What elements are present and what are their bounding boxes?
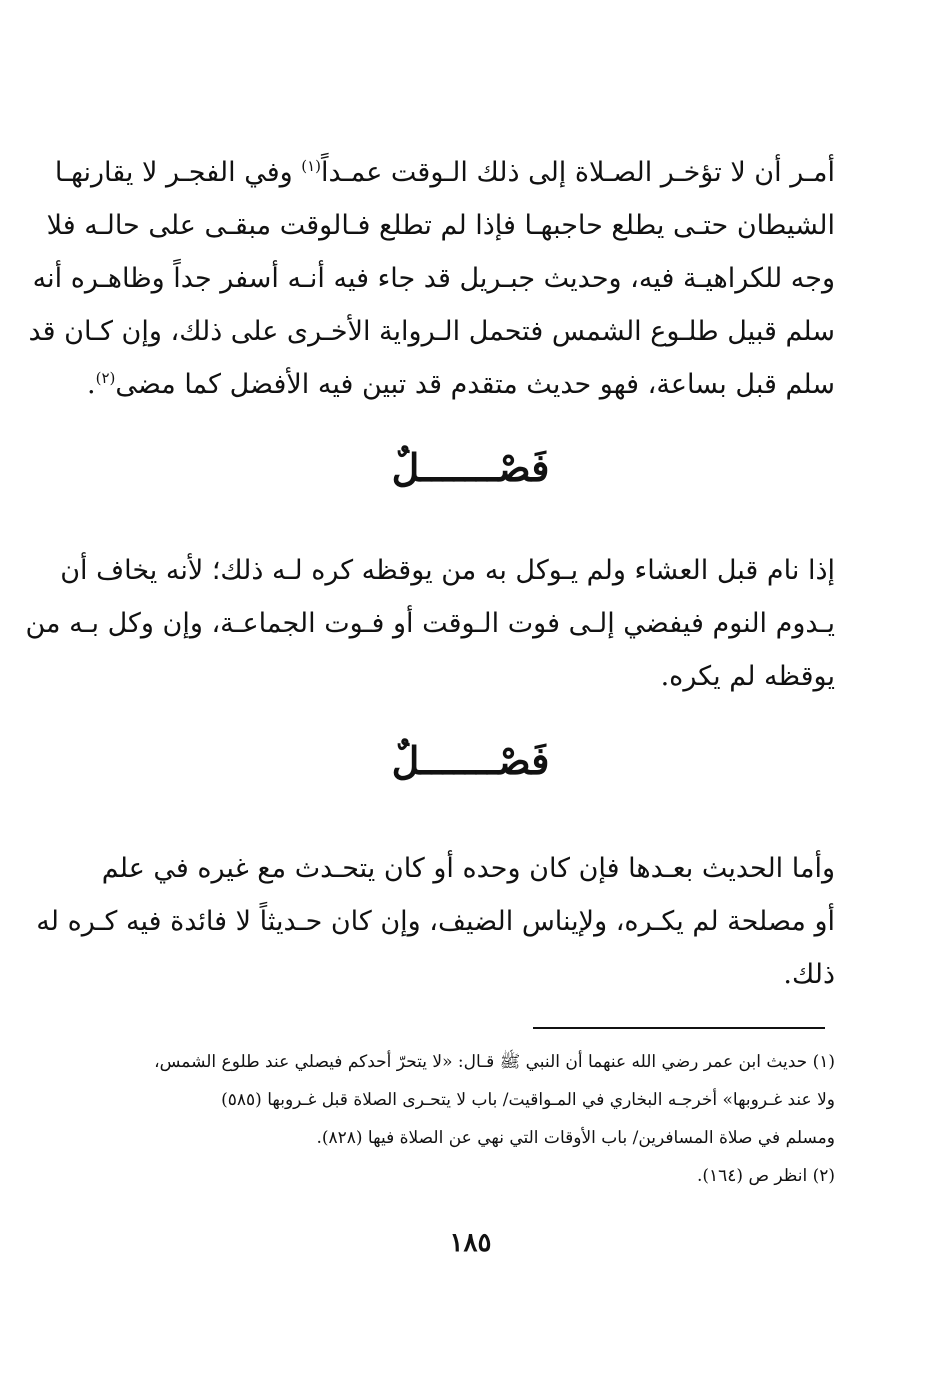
footnote-divider [533,1027,825,1029]
paragraph-2 [25,544,835,703]
paragraph-line: أو مصلحة لم يكـره، ولإيناس الضيف، وإن كان حـديثاً لا فائدة فيه كـره له [36,906,835,937]
paragraph-line: ذلك. [783,959,835,990]
footnotes [113,1043,835,1195]
section-heading: فَصْـــــــلٌ [391,738,550,783]
paragraph-line: الشيطان حتـى يطلع حاجبهـا فإذا لم تطلع فـالوقت مبقـى على حالـه فلا [46,210,835,241]
footnote-line: ومسلم في صلاة المسافرين/ باب الأوقات التي نهي عن الصلاة فيها (٨٢٨). [316,1128,835,1148]
paragraph-3 [36,842,835,1001]
paragraph-line: يـدوم النوم فيفضي إلـى فوت الـوقت أو فـوت الجماعـة، وإن وكل بـه من [25,608,835,639]
footnote-line: (٢) انظر ص (١٦٤). [696,1166,835,1186]
page-number: ١٨٥ [449,1228,492,1258]
paragraph-line: أمـر أن لا تؤخـر الصـلاة إلى ذلك الـوقت عمـداً$^{(١)}$ وفي الفجـر لا يقارنهـا [54,157,835,188]
paragraph-line: وجه للكراهيـة فيه، وحديث جبـريل قد جاء فيه أنـه أسفر جداً وظاهـره أنه [32,263,835,294]
paragraph-1 [28,146,835,411]
paragraph-line: يوقظه لم يكره. [660,661,835,692]
paragraph-line: وأما الحديث بعـدها فإن كان وحده أو كان يتحـدث مع غيره في علم [101,853,835,884]
footnote-ref[interactable]: (١) [301,157,322,175]
paragraph-line: إذا نام قبل العشاء ولم يـوكل به من يوقظه كره لـه ذلك؛ لأنه يخاف أن [60,555,835,586]
paragraph-line: سلم قبل بساعة، فهو حديث متقدم قد تبين فيه الأفضل كما مضى$^{(٢)}$. [86,369,835,400]
paragraph-line: سلم قبيل طلـوع الشمس فتحمل الـرواية الأخـرى على ذلك، وإن كـان قد [28,316,835,347]
footnote-line: ولا عند غـروبها» أخرجـه البخاري في المـواقيت/ باب لا يتحـرى الصلاة قبل غـروبها (٥٨٥) [221,1090,835,1110]
footnote-ref[interactable]: (٢) [95,369,116,387]
footnote-line: (١) حديث ابن عمر رضي الله عنهما أن النبي ﷺ قـال: «لا يتحرّ أحدكم فيصلي عند طلوع الشمس، [154,1052,835,1072]
section-heading: فَصْـــــــلٌ [391,445,550,490]
